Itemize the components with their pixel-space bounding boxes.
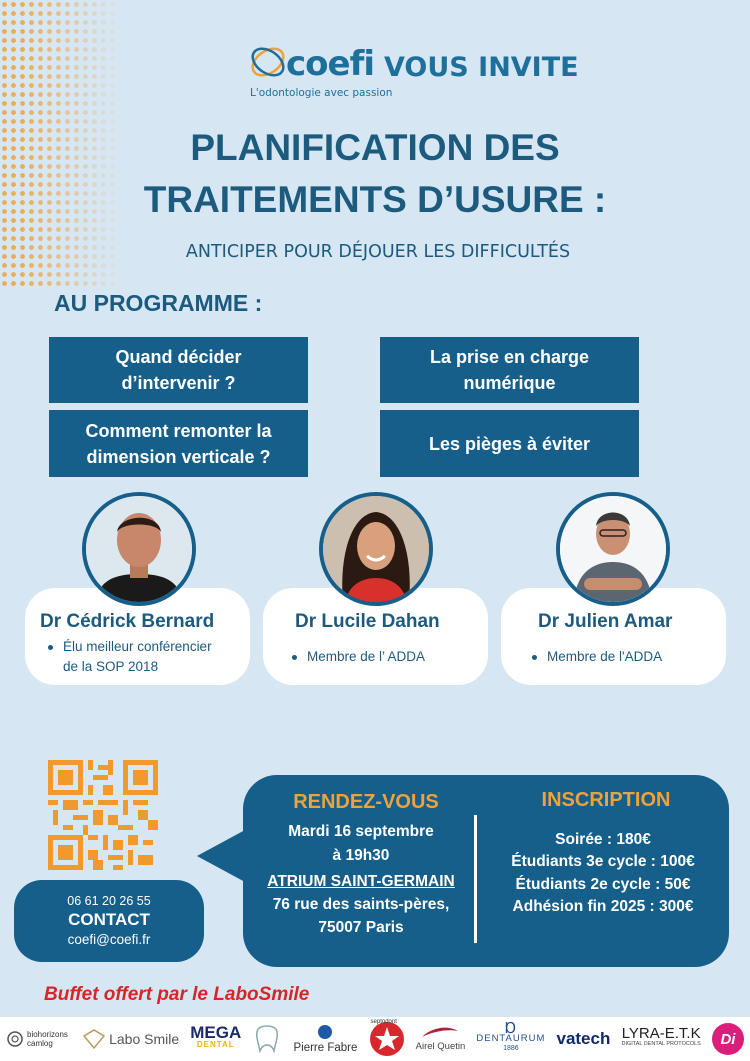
speaker-bio-line: Élu meilleur conférencier	[63, 639, 212, 654]
portrait-amar-icon	[560, 496, 666, 602]
sponsor-label: LYRA-E.T.K	[621, 1025, 701, 1042]
event-date: Mardi 16 septembre	[288, 823, 434, 840]
program-heading: AU PROGRAMME :	[54, 290, 263, 316]
speaker-name-amar: Dr Julien Amar	[538, 611, 673, 632]
speaker-photo-amar	[556, 492, 670, 606]
event-street: 76 rue des saints-pères,	[272, 896, 450, 913]
program-item	[380, 410, 639, 477]
sponsor-label: biohorizons camlog	[27, 1030, 68, 1048]
sponsor-sublabel: DIGITAL DENTAL PROTOCOLS	[621, 1041, 701, 1047]
sponsor-label: MEGA	[190, 1023, 242, 1042]
price-3e-cycle: Étudiants 3e cycle : 100€	[511, 853, 695, 870]
title-line-2: TRAITEMENTS D’USURE :	[143, 179, 607, 220]
portrait-dahan-icon	[323, 496, 429, 602]
contact-email[interactable]: coefi@coefi.fr	[67, 932, 151, 947]
biohorizons-logo-icon	[6, 1030, 24, 1048]
septodont-logo-icon	[369, 1021, 405, 1057]
title-line-1: PLANIFICATION DES	[190, 127, 560, 168]
sponsor-mega	[190, 1023, 242, 1051]
rendezvous-heading: RENDEZ-VOUS	[293, 791, 439, 813]
sponsor-strip	[0, 1017, 750, 1061]
contact-box	[14, 880, 204, 962]
sponsor-di: Di	[712, 1023, 744, 1055]
sponsor-dentaurum	[476, 1020, 546, 1054]
sponsor-sublabel: DENTAL	[196, 1040, 235, 1049]
sponsor-label: DENTAURUM	[476, 1033, 546, 1044]
speaker-name-bernard: Dr Cédrick Bernard	[40, 611, 215, 632]
sponsor-labosmile	[82, 1028, 179, 1050]
inscription-heading: INSCRIPTION	[541, 789, 671, 811]
speaker-bio-bernard	[48, 637, 212, 677]
program-item	[49, 337, 308, 403]
sponsor-septodont	[369, 1021, 405, 1057]
contact-phone[interactable]: 06 61 20 26 55	[67, 894, 151, 908]
speaker-bio-amar	[532, 647, 662, 667]
event-venue[interactable]: ATRIUM SAINT-GERMAIN	[267, 873, 455, 890]
pierre-fabre-logo-icon	[316, 1024, 334, 1040]
event-time: à 19h30	[332, 847, 390, 864]
program-item-line: numérique	[463, 373, 556, 393]
price-soiree: Soirée : 180€	[555, 831, 651, 848]
program-item-line: Les pièges à éviter	[428, 433, 591, 454]
speaker-photo-bernard	[82, 492, 196, 606]
brand-name: coefi	[286, 44, 375, 84]
contact-label: CONTACT	[68, 910, 150, 929]
speaker-photo-dahan	[319, 492, 433, 606]
subtitle: ANTICIPER POUR DÉJOUER LES DIFFICULTÉS	[185, 242, 571, 262]
qr-code-icon[interactable]	[48, 760, 158, 870]
program-item-line: d’intervenir ?	[121, 373, 236, 393]
header-invite: VOUS INVITE	[384, 52, 579, 83]
sponsor-label: septodont	[370, 1019, 397, 1025]
program-item	[380, 337, 639, 403]
sponsor-lyra	[621, 1025, 701, 1050]
sponsor-sublabel: 1886	[503, 1045, 519, 1052]
speaker-bio-line: Membre de l'ADDA	[547, 649, 663, 664]
labosmile-logo-icon	[82, 1028, 106, 1050]
speaker-bio-line: Membre de l’ ADDA	[307, 649, 426, 664]
program-item-line: Comment remonter la	[85, 420, 272, 441]
program-item-line: dimension verticale ?	[86, 446, 271, 467]
bullet-icon	[292, 655, 297, 660]
portrait-bernard-icon	[86, 496, 192, 602]
program-item-line: Quand décider	[115, 347, 242, 367]
airel-logo-icon	[420, 1025, 460, 1039]
speech-bubble-tail	[197, 830, 245, 882]
sponsor-label: Airel Quetin	[415, 1041, 466, 1052]
sponsor-label: Labo Smile	[109, 1031, 180, 1047]
bullet-icon	[532, 655, 537, 660]
sponsor-label: Pierre Fabre	[293, 1042, 358, 1054]
divider	[474, 815, 477, 943]
dentaurum-logo-icon: Ɒ	[505, 1020, 517, 1037]
event-city: 75007 Paris	[318, 919, 404, 936]
sponsor-vatech: vatech	[556, 1029, 611, 1048]
program-item	[49, 410, 308, 477]
speaker-name-dahan: Dr Lucile Dahan	[295, 611, 440, 632]
price-2e-cycle: Étudiants 2e cycle : 50€	[515, 876, 691, 893]
speaker-bio-line: de la SOP 2018	[63, 659, 159, 674]
sponsor-pierre-fabre	[293, 1024, 357, 1054]
sponsor-airel	[416, 1025, 466, 1053]
program-item-line: La prise en charge	[429, 347, 590, 367]
brand-tagline: L'odontologie avec passion	[250, 87, 393, 99]
header	[248, 38, 648, 108]
coefi-logo-icon	[248, 42, 288, 82]
buffet-note: Buffet offert par le LaboSmile	[44, 984, 310, 1005]
speaker-bio-dahan	[292, 647, 425, 667]
event-info-box	[243, 775, 729, 967]
sponsor-biohorizons	[6, 1030, 71, 1048]
bullet-icon	[48, 645, 53, 650]
price-adhesion: Adhésion fin 2025 : 300€	[512, 898, 694, 915]
tooth-logo-icon	[252, 1025, 282, 1053]
